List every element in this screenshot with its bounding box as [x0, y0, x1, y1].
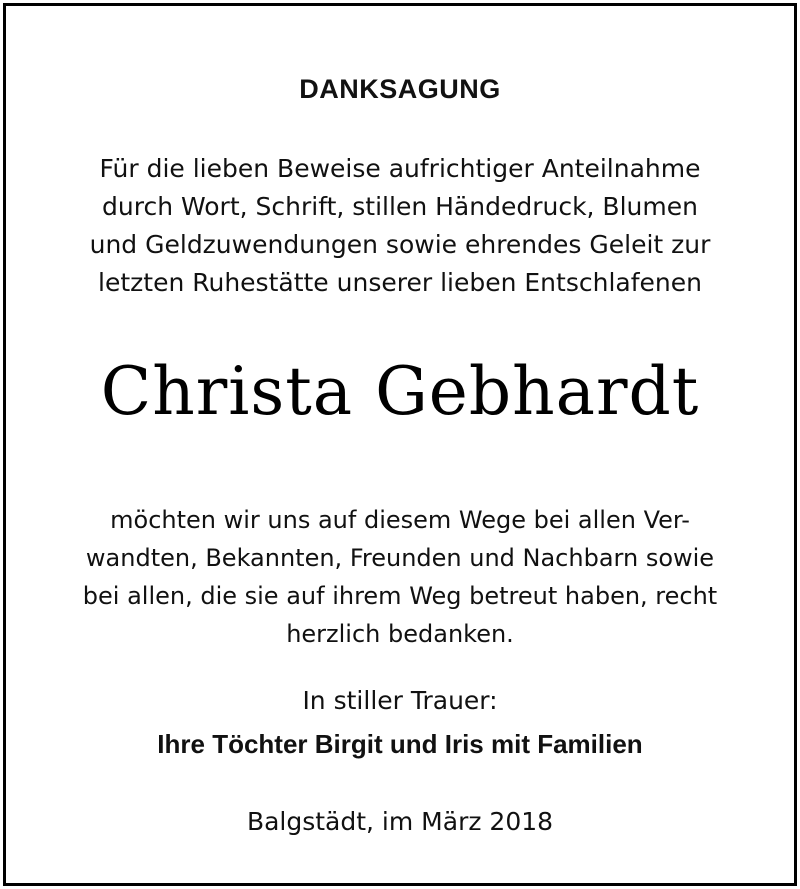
notice-heading: DANKSAGUNG: [299, 74, 501, 104]
thanks-line: wandten, Bekannten, Freunden und Nachbarn sowie: [85, 544, 715, 572]
thanks-paragraph: [6, 501, 794, 653]
mourners-line: Ihre Töchter Birgit und Iris mit Familien: [157, 729, 643, 759]
thanks-line: herzlich bedanken.: [286, 620, 514, 648]
intro-line: letzten Ruhestätte unserer lieben Entschlafenen: [98, 268, 702, 297]
intro-line: Für die lieben Beweise aufrichtiger Anteilnahme: [99, 154, 701, 183]
mourning-label: In stiller Trauer:: [302, 686, 498, 715]
intro-paragraph: [6, 150, 794, 302]
deceased-name: Christa Gebhardt: [100, 353, 700, 430]
notice-frame: [3, 3, 797, 886]
thanks-line: möchten wir uns auf diesem Wege bei allen Ver-: [110, 506, 690, 534]
place-date: Balgstädt, im März 2018: [246, 807, 554, 836]
intro-line: durch Wort, Schrift, stillen Händedruck, Blumen: [102, 192, 698, 221]
thanks-line: bei allen, die sie auf ihrem Weg betreut haben, recht: [82, 582, 718, 610]
intro-line: und Geldzuwendungen sowie ehrendes Geleit zur: [89, 230, 711, 259]
